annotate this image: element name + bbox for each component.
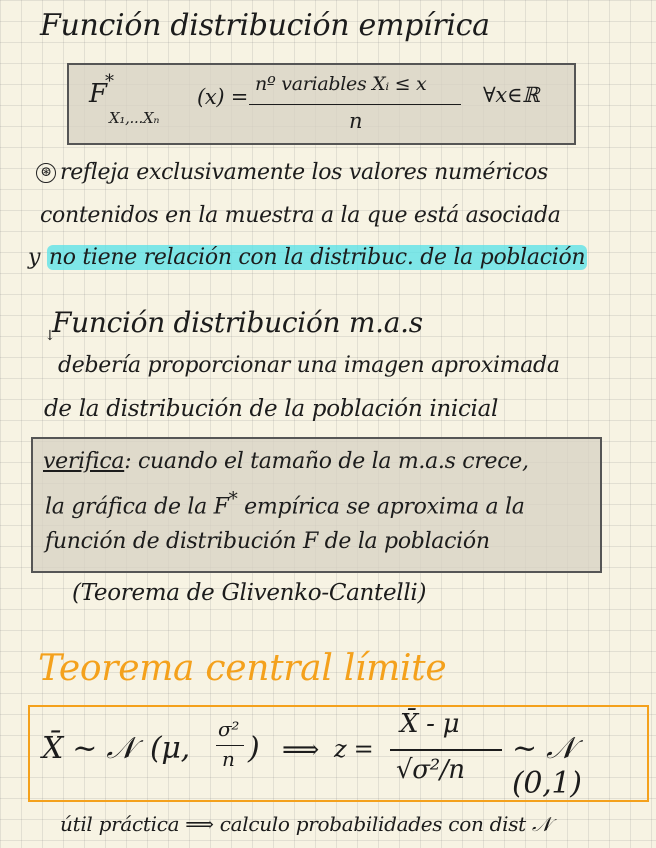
- asterisk-circle-icon: ⊛: [36, 163, 56, 183]
- tcl-n: n: [222, 747, 235, 771]
- note-line-3: [28, 245, 587, 270]
- verifica-line-2-post: empírica se aproxima a la: [237, 494, 525, 520]
- formula-denominator: n: [349, 109, 363, 133]
- mas-line-2: de la distribución de la población inicial: [44, 396, 499, 422]
- tcl-fraction-bar: [390, 749, 502, 751]
- note-text-1: refleja exclusivamente los valores numéricos: [60, 160, 549, 185]
- tcl-small-fraction-bar: [216, 745, 244, 746]
- formula-quantifier: ∀x∈ℝ: [483, 83, 540, 107]
- tcl-params-open: (μ,: [150, 731, 190, 766]
- tcl-denominator: √σ²/n: [396, 755, 465, 785]
- tcl-rhs: ~ 𝒩 (0,1): [512, 731, 582, 801]
- tcl-lhs: X̄ ~ 𝒩: [42, 731, 135, 766]
- formula-star: *: [105, 71, 114, 92]
- verifica-line-1: [43, 449, 529, 474]
- empirical-formula-box: [67, 63, 576, 145]
- down-arrow-icon: ↓: [44, 328, 56, 344]
- formula-arg: (x) =: [197, 85, 249, 109]
- verifica-box: [31, 437, 602, 573]
- tcl-formula-box: [28, 705, 649, 802]
- footer-note: útil práctica ⟹ calculo probabilidades con dist 𝒩: [60, 812, 551, 836]
- section3-title: Teorema central límite: [38, 648, 447, 689]
- theorem-name: (Teorema de Glivenko-Cantelli): [72, 580, 427, 606]
- tcl-sigma2: σ²: [218, 717, 240, 741]
- verifica-line-1-rest: : cuando el tamaño de la m.a.s crece,: [124, 449, 529, 474]
- verifica-line-2: [45, 489, 525, 519]
- tcl-z: z =: [334, 735, 374, 763]
- tcl-implies: ⟹: [282, 735, 319, 765]
- verifica-line-3: función de distribución F de la población: [45, 529, 490, 554]
- formula-F: F: [89, 79, 107, 109]
- formula-subscript: X₁,...Xₙ: [109, 109, 160, 127]
- section2-title: Función distribución m.a.s: [52, 306, 423, 339]
- mas-line-1: debería proporcionar una imagen aproximada: [58, 353, 560, 378]
- note-line-1: [36, 160, 548, 185]
- verifica-label: verifica: [43, 449, 125, 474]
- note-line-2: contenidos en la muestra a la que está asociada: [40, 203, 561, 228]
- verifica-star: *: [228, 489, 238, 510]
- fraction-bar: [249, 104, 461, 105]
- verifica-line-2-pre: la gráfica de la F: [45, 494, 229, 520]
- formula-numerator: nº variables Xᵢ ≤ x: [255, 73, 427, 95]
- highlighted-text: no tiene relación con la distribuc. de la población: [48, 245, 586, 270]
- note-line-3-prefix: y: [28, 245, 41, 270]
- section1-title: Función distribución empírica: [40, 8, 490, 43]
- tcl-params-close: ): [248, 731, 260, 766]
- tcl-numerator: X̄ - μ: [400, 709, 460, 739]
